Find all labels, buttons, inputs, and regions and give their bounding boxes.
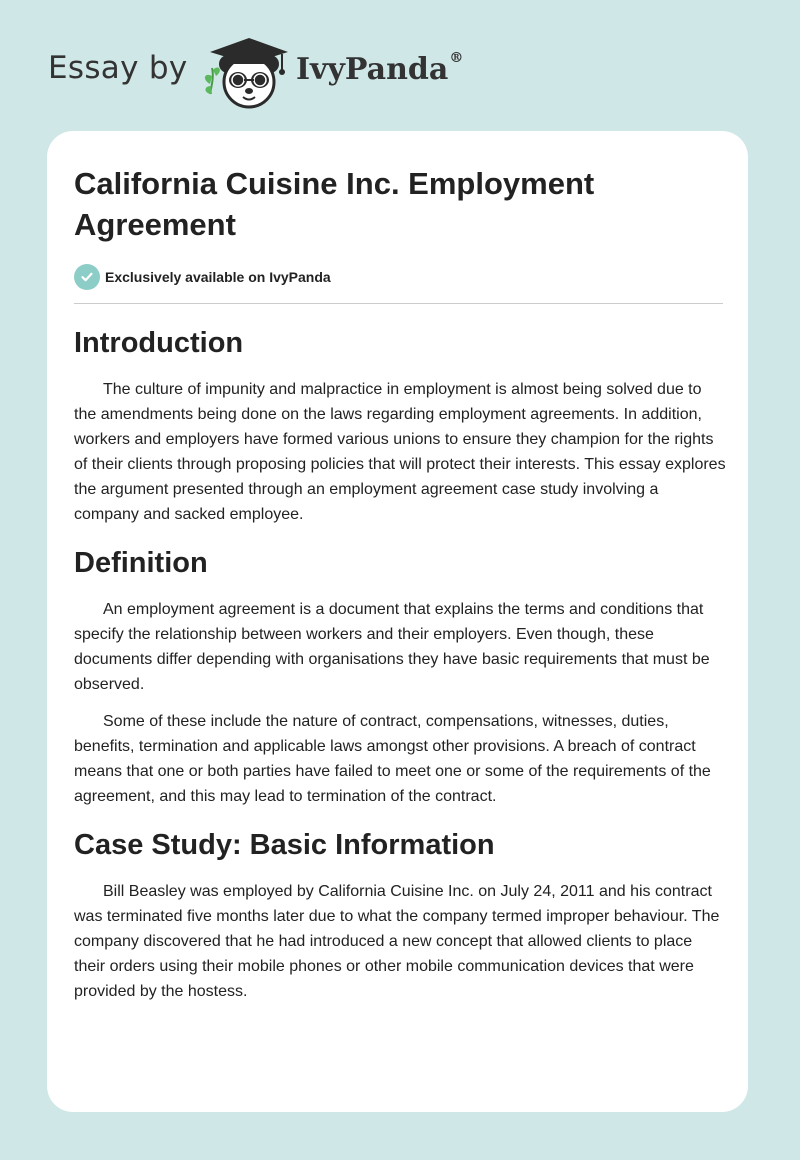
paragraph: Bill Beasley was employed by California Cuisine Inc. on July 24, 2011 and his contract was terminated five months later due to what the company termed improper behaviour. The company discovered that he had introduced a new concept that allowed clients to place their orders using their mobile phones or other mobile communication devices that were provided by the hostess. [74,883,720,1000]
exclusive-badge-text: Exclusively available on IvyPanda [105,269,331,285]
brand-name[interactable] [296,52,463,87]
page-title: California Cuisine Inc. Employment Agreement [74,166,595,242]
paragraph: The culture of impunity and malpractice in employment is almost being solved due to the amendments being done on the laws regarding employment agreements. In addition, workers and employers have formed various unions to ensure they champion for the rights of their clients through proposing policies that will protect their interests. This essay explores the argument presented through an employment agreement case study involving a company and sacked employee. [74,381,726,523]
section-heading-definition: Definition [74,547,208,579]
registered-mark: ® [449,50,464,66]
check-circle-icon [74,264,100,290]
site-header [0,0,800,130]
brand-name-text: IvyPanda [296,52,449,87]
section-heading-introduction: Introduction [74,327,244,359]
section-heading-case-study: Case Study: Basic Information [74,829,495,861]
paragraph: Some of these include the nature of contract, compensations, witnesses, duties, benefits, termination and applicable laws amongst other provisions. A breach of contract means that one or both parties have failed to meet one or some of the requirements of the agreement, and this may lead to termination of the contract. [74,713,711,805]
panda-logo-icon[interactable] [200,34,292,110]
essay-card [47,131,748,1112]
essay-by-label: Essay by [48,50,188,86]
exclusive-badge [74,264,331,290]
title-divider [74,303,723,304]
essay-body [74,323,726,1016]
paragraph: An employment agreement is a document that explains the terms and conditions that specify the relationship between workers and their employers. Even though, these documents differ depending with organisations they have basic requirements that must be observed. [74,601,710,693]
